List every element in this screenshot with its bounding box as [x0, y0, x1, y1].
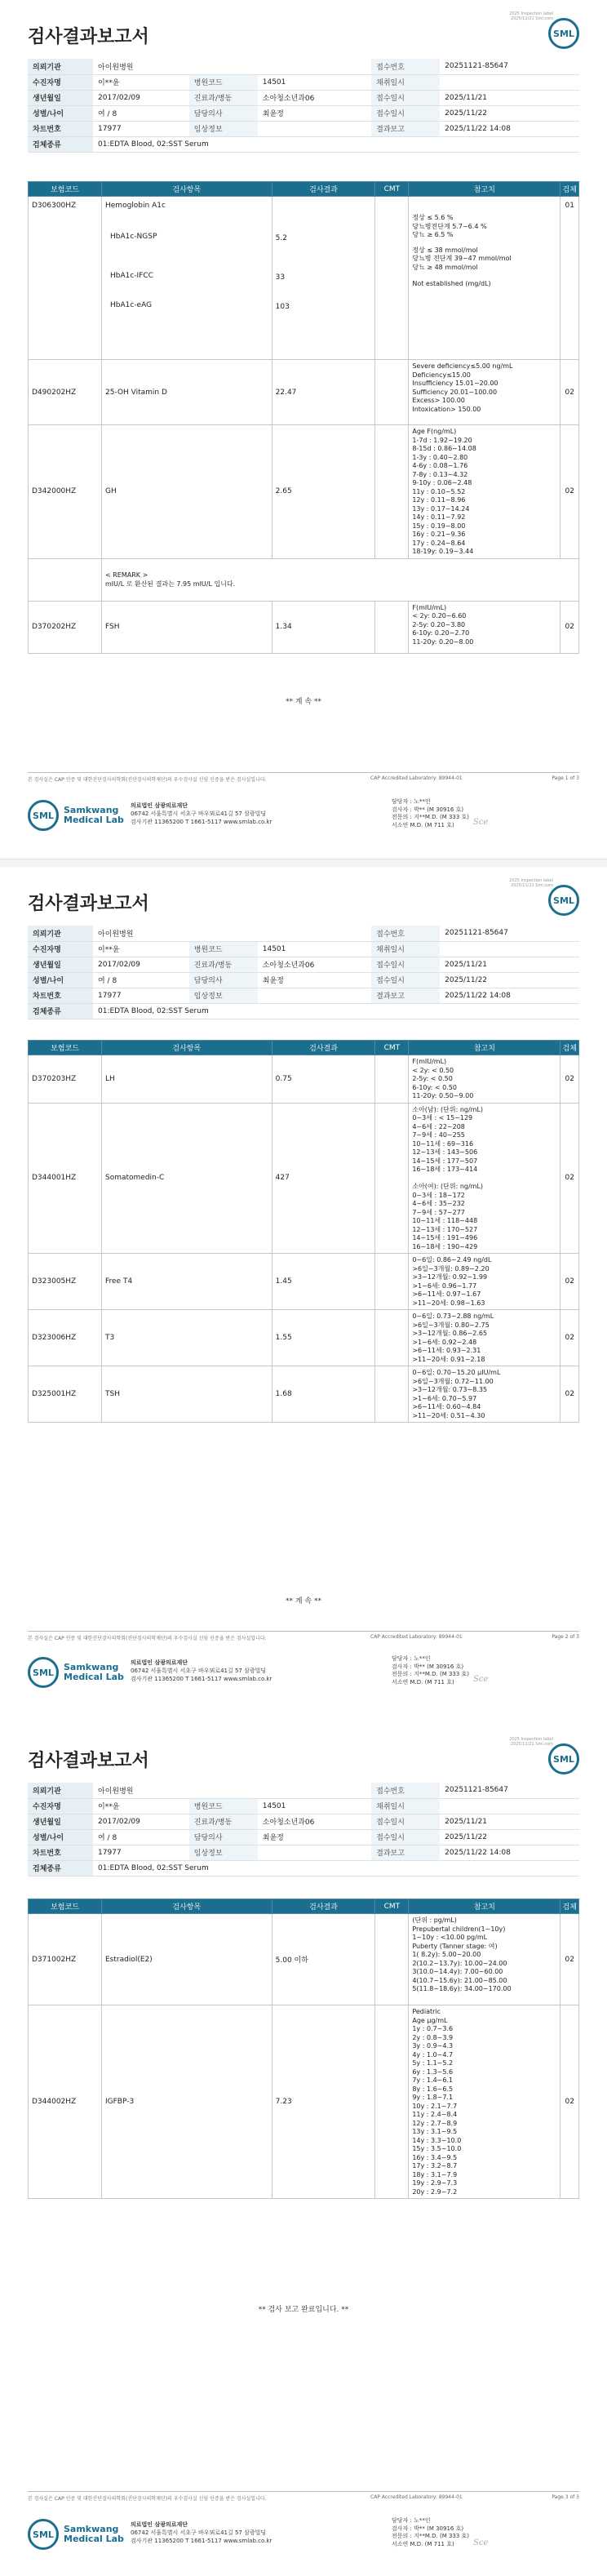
cell-item: T3 [102, 1310, 272, 1366]
company-name-line: Medical Lab [64, 815, 124, 825]
cell-spec: 02 [560, 1254, 579, 1310]
staff-line: 전문의 : 지**M.D. (M 333 호) [392, 1671, 470, 1677]
label-received: 접수번호 [371, 1783, 440, 1798]
company-logo [28, 800, 124, 831]
cell-result: 22.47 [272, 360, 375, 425]
value-dept: 소아청소년과06 [258, 957, 371, 972]
signature: Sce [473, 1675, 489, 1684]
value-received: 20251121-85647 [440, 1783, 579, 1798]
cell-cmt [375, 2005, 409, 2199]
cell-result: 5.00 이하 [272, 1914, 375, 2005]
cell-item: Estradiol(E2) [102, 1914, 272, 2005]
label-received: 접수번호 [371, 926, 440, 941]
result-value: 5.2 [275, 234, 287, 242]
staff-line: 전문의 : 지**M.D. (M 333 호) [392, 814, 470, 820]
cell-item [102, 197, 272, 360]
lab-address: 06742 서울특별시 서초구 바우뫼로41길 57 삼광빌딩 [131, 1668, 267, 1674]
cell-result: 7.23 [272, 2005, 375, 2199]
report-page-3 [0, 1717, 607, 2576]
label-doctor: 담당의사 [189, 105, 258, 121]
report-title: 검사결과보고서 [28, 27, 149, 47]
label-sex-age: 성별/나이 [28, 972, 93, 988]
cell-item: Somatomedin-C [102, 1103, 272, 1254]
logo-caption-line: 2025/11/21 Sml.com [510, 16, 553, 21]
value-specimen: 01:EDTA Blood, 02:SST Serum [93, 1860, 579, 1876]
staff-list [392, 1655, 469, 1686]
lab-contact: 검사기관 11365200 T 1661-5117 www.smlab.co.kr [131, 1676, 272, 1682]
cell-item: GH [102, 425, 272, 559]
signature: Sce [473, 818, 489, 827]
value-clinical [258, 121, 371, 136]
label-report-date: 결과보고 [371, 121, 440, 136]
report-title: 검사결과보고서 [28, 1751, 149, 1771]
final-mark: ** 검사 보고 완료입니다. ** [258, 2306, 349, 2314]
cell-item: 25-OH Vitamin D [102, 360, 272, 425]
staff-list [392, 2517, 469, 2548]
value-hospital-code: 14501 [258, 1798, 371, 1814]
col-cmt: CMT [375, 1899, 409, 1914]
page-number: Page 1 of 3 [552, 775, 579, 781]
label-received: 접수번호 [371, 59, 440, 74]
page-number: Page 2 of 3 [552, 1634, 579, 1640]
table-row [29, 1254, 579, 1310]
value-hospital: 아이원병원 [93, 926, 371, 941]
sub-item: HbA1c-IFCC [110, 272, 153, 280]
value-collected [440, 1798, 579, 1814]
results-table [28, 181, 579, 654]
label-hospital-code: 병원코드 [189, 74, 258, 90]
cell-ref: 0~6일: 0.73~2.88 ng/mL >6일~3개월: 0.80~2.75 >3~12개월: 0.86~2.65 >1~6세: 0.92~2.48 >6~11세: 0.93~2.31 >11~20세: 0.91~2.18 [409, 1310, 560, 1366]
lab-info [131, 2520, 272, 2545]
cell-spec: 02 [560, 2005, 579, 2199]
cell-code [29, 558, 102, 601]
lab-contact: 검사기관 11365200 T 1661-5117 www.smlab.co.kr [131, 2538, 272, 2544]
table-row [29, 197, 579, 360]
company-name-line: Medical Lab [64, 2534, 124, 2544]
sml-logo-icon: SML [548, 18, 579, 49]
cell-spec: 02 [560, 1366, 579, 1423]
patient-info-table [28, 926, 579, 1019]
value-receipt-date-2: 2025/11/22 [440, 1829, 579, 1845]
label-hospital-code: 병원코드 [189, 1798, 258, 1814]
cell-code: D370203HZ [29, 1055, 102, 1104]
col-cmt: CMT [375, 1041, 409, 1055]
cell-result: 1.68 [272, 1366, 375, 1423]
ref-spacer [412, 199, 556, 214]
value-hospital: 아이원병원 [93, 59, 371, 74]
value-collector: 이**윤 [93, 941, 189, 957]
label-chart: 차트번호 [28, 121, 93, 136]
value-clinical [258, 988, 371, 1003]
table-row [29, 1366, 579, 1423]
cell-result: 1.45 [272, 1254, 375, 1310]
value-receipt-date: 2025/11/21 [440, 1814, 579, 1829]
col-ref: 참고치 [409, 1041, 560, 1055]
cell-spec: 02 [560, 360, 579, 425]
label-dept: 진료과/병동 [189, 1814, 258, 1829]
result-value: 33 [275, 273, 286, 282]
label-collector: 수진자명 [28, 1798, 93, 1814]
cell-ref: F(mIU/mL) < 2y: < 0.50 2-5y: < 0.50 6-10y: < 0.50 11-20y: 0.50~9.00 [409, 1055, 560, 1104]
cell-ref [409, 197, 560, 360]
label-hospital-code: 병원코드 [189, 941, 258, 957]
col-spec: 검체 [560, 1041, 579, 1055]
label-clinical: 임상정보 [189, 988, 258, 1003]
cap-text: CAP Accredited Laboratory: 89944-01 [370, 775, 463, 781]
label-doctor: 담당의사 [189, 972, 258, 988]
logo-caption [509, 11, 553, 21]
footer-divider [28, 772, 579, 773]
report-page-1 [0, 0, 607, 859]
col-item: 검사항목 [102, 1041, 272, 1055]
cell-spec: 02 [560, 1914, 579, 2005]
staff-line: 서소연 M.D. (M 711 호) [392, 821, 454, 828]
page-number: Page 3 of 3 [552, 2494, 579, 2500]
value-dept: 소아청소년과06 [258, 90, 371, 105]
footnote-text: 본 검사실은 CAP 인증 및 대한진단검사의학회(진단검사의학재단)의 우수검사실 신임 인증을 받은 검사실입니다. [28, 777, 267, 783]
cell-cmt [375, 197, 409, 360]
cell-result: 1.55 [272, 1310, 375, 1366]
label-receipt-date: 접수일시 [371, 90, 440, 105]
cell-spec: 01 [560, 197, 579, 360]
cell-spec: 02 [560, 1310, 579, 1366]
staff-line: 검사자 : 박** (M 30916 호) [392, 2525, 464, 2532]
value-hospital-code: 14501 [258, 941, 371, 957]
cell-code: D370202HZ [29, 601, 102, 653]
continue-mark: ** 계 속 ** [286, 1597, 321, 1606]
sml-logo-icon: SML [28, 2519, 59, 2550]
value-report-date: 2025/11/22 14:08 [440, 121, 579, 136]
label-dept: 진료과/병동 [189, 957, 258, 972]
value-sex-age: 여 / 8 [93, 972, 189, 988]
cell-ref: F(mIU/mL) < 2y: 0.20~6.60 2-5y: 0.20~3.80 6-10y: 0.20~2.70 11-20y: 0.20~8.00 [409, 601, 560, 653]
cap-text: CAP Accredited Laboratory: 89944-01 [370, 1634, 463, 1640]
cell-spec: 02 [560, 425, 579, 559]
report-title: 검사결과보고서 [28, 894, 149, 914]
label-hospital: 의뢰기관 [28, 1783, 93, 1798]
lab-address: 06742 서울특별시 서초구 바우뫼로41길 57 삼광빌딩 [131, 2529, 267, 2536]
label-clinical: 임상정보 [189, 121, 258, 136]
cell-code: D323006HZ [29, 1310, 102, 1366]
col-result: 검사결과 [272, 1899, 375, 1914]
col-item: 검사항목 [102, 182, 272, 197]
label-report-date: 결과보고 [371, 1845, 440, 1860]
table-row [29, 1103, 579, 1254]
sml-logo-icon: SML [548, 885, 579, 916]
value-received: 20251121-85647 [440, 59, 579, 74]
value-chart: 17977 [93, 1845, 189, 1860]
staff-list [392, 798, 469, 829]
label-dept: 진료과/병동 [189, 90, 258, 105]
footnote [28, 775, 579, 783]
label-specimen: 검체종류 [28, 1003, 93, 1019]
cell-ref: 0~6일: 0.70~15.20 µIU/mL >6일~3개월: 0.72~11.00 >3~12개월: 0.73~8.35 >1~6세: 0.70~5.97 >6~11세: 0.60~4.84 >11~20세: 0.51~4.30 [409, 1366, 560, 1423]
company-name [64, 806, 124, 825]
logo-caption-line: 2025 Inspection label [509, 878, 553, 883]
label-birth: 생년월일 [28, 1814, 93, 1829]
cell-code: D323005HZ [29, 1254, 102, 1310]
table-row [29, 1914, 579, 2005]
sub-item: HbA1c-eAG [110, 301, 153, 309]
remark: < REMARK > mIU/L 로 환산된 결과는 7.95 mIU/L 입니다. [102, 558, 579, 601]
value-chart: 17977 [93, 121, 189, 136]
lab-name: 의료법인 삼광의료재단 [131, 802, 188, 809]
cell-cmt [375, 1055, 409, 1104]
company-name-line: Samkwang [64, 2524, 119, 2534]
company-logo [28, 2519, 124, 2550]
cell-code: D325001HZ [29, 1366, 102, 1423]
patient-info-table [28, 59, 579, 153]
label-sex-age: 성별/나이 [28, 1829, 93, 1845]
cell-ref: Pediatric Age µg/mL 1y : 0.7~3.6 2y : 0.8~3.9 3y : 0.9~4.3 4y : 1.0~4.7 5y : 1.1~5.2 6y : 1.3~5.6 7y : 1.4~6.1 8y : 1.6~6.5 9y : 1.8~7.1 10y : 2.1~7.7 11y : 2.4~8.4 12y : 2.7~8.9 13y : 3.1~9.5 14y : 3.3~10.0 15y : 3.5~10.0 16y : 3.4~9.5 17y : 3.2~8.7 18y : 3.1~7.9 19y : 2.9~7.3 20y : 2.9~7.2 [409, 2005, 560, 2199]
cell-ref: 소아(남): (단위: ng/mL) 0~3세 : < 15~129 4~6세 : 22~208 7~9세 : 40~255 10~11세 : 69~316 12~13세 : 143~506 14~15세 : 177~507 16~18세 : 173~414 소아(여): (단위: ng/mL) 0~3세 : 18~172 4~6세 : 35~232 7~9세 : 57~277 10~11세 : 118~448 12~13세 : 170~527 14~15세 : 191~496 16~18세 : 190~429 [409, 1103, 560, 1254]
col-result: 검사결과 [272, 1041, 375, 1055]
label-collected: 채취일시 [371, 1798, 440, 1814]
value-report-date: 2025/11/22 14:08 [440, 1845, 579, 1860]
cell-code: D490202HZ [29, 360, 102, 425]
cap-text: CAP Accredited Laboratory: 89944-01 [370, 2494, 463, 2500]
item-name: Hemoglobin A1c [105, 202, 166, 210]
col-ref: 참고치 [409, 1899, 560, 1914]
cell-spec: 02 [560, 1103, 579, 1254]
value-receipt-date-2: 2025/11/22 [440, 105, 579, 121]
label-clinical: 임상정보 [189, 1845, 258, 1860]
staff-line: 서소연 M.D. (M 711 호) [392, 2540, 454, 2547]
label-receipt-date: 접수일시 [371, 972, 440, 988]
col-spec: 검체 [560, 1899, 579, 1914]
cell-result: 2.65 [272, 425, 375, 559]
cell-cmt [375, 1103, 409, 1254]
label-sex-age: 성별/나이 [28, 105, 93, 121]
sml-logo-icon: SML [548, 1743, 579, 1774]
result-value: 103 [275, 303, 290, 311]
logo-caption [509, 878, 553, 888]
value-collector: 이**윤 [93, 74, 189, 90]
value-receipt-date: 2025/11/21 [440, 90, 579, 105]
label-birth: 생년월일 [28, 957, 93, 972]
ref-text: Not established (mg/dL) [412, 280, 491, 287]
label-report-date: 결과보고 [371, 988, 440, 1003]
value-sex-age: 여 / 8 [93, 1829, 189, 1845]
cell-item: Free T4 [102, 1254, 272, 1310]
label-chart: 차트번호 [28, 1845, 93, 1860]
value-collected [440, 941, 579, 957]
col-item: 검사항목 [102, 1899, 272, 1914]
label-receipt-date: 접수일시 [371, 957, 440, 972]
cell-result: 0.75 [272, 1055, 375, 1104]
cell-code: D371002HZ [29, 1914, 102, 2005]
company-name [64, 1663, 124, 1682]
value-birth: 2017/02/09 [93, 957, 189, 972]
cell-code: D342000HZ [29, 425, 102, 559]
value-report-date: 2025/11/22 14:08 [440, 988, 579, 1003]
lab-name: 의료법인 삼광의료재단 [131, 2521, 188, 2528]
patient-info-table [28, 1783, 579, 1876]
signature: Sce [473, 2538, 489, 2547]
value-doctor: 최윤정 [258, 105, 371, 121]
label-birth: 생년월일 [28, 90, 93, 105]
cell-cmt [375, 1310, 409, 1366]
value-hospital: 아이원병원 [93, 1783, 371, 1798]
value-sex-age: 여 / 8 [93, 105, 189, 121]
value-hospital-code: 14501 [258, 74, 371, 90]
label-hospital: 의뢰기관 [28, 59, 93, 74]
cell-code: D344001HZ [29, 1103, 102, 1254]
label-specimen: 검체종류 [28, 136, 93, 152]
cell-item: TSH [102, 1366, 272, 1423]
value-receipt-date: 2025/11/21 [440, 957, 579, 972]
sml-logo-icon: SML [28, 1657, 59, 1688]
table-row [29, 601, 579, 653]
cell-code: D344002HZ [29, 2005, 102, 2199]
label-hospital: 의뢰기관 [28, 926, 93, 941]
footnote [28, 1634, 579, 1641]
lab-name: 의료법인 삼광의료재단 [131, 1659, 188, 1666]
table-row [29, 1055, 579, 1104]
company-name-line: Medical Lab [64, 1672, 124, 1682]
cell-item: IGFBP-3 [102, 2005, 272, 2199]
footnote-text: 본 검사실은 CAP 인증 및 대한진단검사의학회(진단검사의학재단)의 우수검사실 신임 인증을 받은 검사실입니다. [28, 1636, 267, 1641]
value-collector: 이**윤 [93, 1798, 189, 1814]
table-row [29, 360, 579, 425]
staff-line: 검사자 : 박** (M 30916 호) [392, 806, 464, 813]
cell-item: FSH [102, 601, 272, 653]
cell-cmt [375, 1914, 409, 2005]
staff-line: 담당자 : 노**인 [392, 1655, 431, 1662]
label-chart: 차트번호 [28, 988, 93, 1003]
label-receipt-date: 접수일시 [371, 105, 440, 121]
results-table [28, 1040, 579, 1423]
value-collected [440, 74, 579, 90]
cell-ref: (단위 : pg/mL) Prepubertal children(1~10y) 1~10y : <10.00 pg/mL Puberty (Tanner stage: 여) 1( 8.2y): 5.00~20.00 2(10.2~13.7y): 10.00~24.00 3(10.0~14.4y): 7.00~60.00 4(10.7~15.6y): 21.00~85.00 5(11.8~18.6y): 34.00~170.00 [409, 1914, 560, 2005]
table-row [29, 1310, 579, 1366]
table-row [29, 558, 579, 601]
col-code: 보험코드 [29, 1041, 102, 1055]
cell-result: 427 [272, 1103, 375, 1254]
logo-caption [509, 1737, 553, 1747]
value-received: 20251121-85647 [440, 926, 579, 941]
col-result: 검사결과 [272, 182, 375, 197]
report-page-2 [0, 867, 607, 1725]
company-name [64, 2525, 124, 2544]
continue-mark: ** 계 속 ** [286, 698, 321, 706]
label-receipt-date: 접수일시 [371, 1814, 440, 1829]
logo-caption-line: 2025 Inspection label [509, 1737, 553, 1742]
label-collected: 채취일시 [371, 941, 440, 957]
value-birth: 2017/02/09 [93, 90, 189, 105]
col-ref: 참고치 [409, 182, 560, 197]
label-specimen: 검체종류 [28, 1860, 93, 1876]
cell-cmt [375, 601, 409, 653]
cell-ref: Severe deficiency≤5.00 ng/mL Deficiency≤15.00 Insufficiency 15.01~20.00 Sufficiency 20.01~100.00 Excess> 100.00 Intoxication> 150.00 [409, 360, 560, 425]
cell-cmt [375, 1254, 409, 1310]
staff-line: 담당자 : 노**인 [392, 2517, 431, 2524]
footer-divider [28, 1631, 579, 1632]
value-specimen: 01:EDTA Blood, 02:SST Serum [93, 136, 579, 152]
cell-cmt [375, 360, 409, 425]
lab-info [131, 802, 272, 826]
value-receipt-date-2: 2025/11/22 [440, 972, 579, 988]
footnote [28, 2494, 579, 2502]
col-spec: 검체 [560, 182, 579, 197]
footnote-text: 본 검사실은 CAP 인증 및 대한진단검사의학회(진단검사의학재단)의 우수검사실 신임 인증을 받은 검사실입니다. [28, 2496, 267, 2502]
value-specimen: 01:EDTA Blood, 02:SST Serum [93, 1003, 579, 1019]
results-table [28, 1899, 579, 2199]
col-cmt: CMT [375, 182, 409, 197]
cell-ref: Age F(ng/mL) 1-7d : 1.92~19.20 8-15d : 0.86~14.08 1-3y : 0.40~2.80 4-6y : 0.08~1.76 7-8y : 0.13~4.32 9-10y : 0.06~2.48 11y : 0.10~5.52 12y : 0.11~8.96 13y : 0.17~14.24 14y : 0.11~7.92 15y : 0.19~8.00 16y : 0.21~9.36 17y : 0.24~8.64 18-19y: 0.19~3.44 [409, 425, 560, 559]
company-name-line: Samkwang [64, 805, 119, 815]
col-code: 보험코드 [29, 1899, 102, 1914]
lab-address: 06742 서울특별시 서초구 바우뫼로41길 57 삼광빌딩 [131, 811, 267, 817]
staff-line: 담당자 : 노**인 [392, 798, 431, 805]
value-doctor: 최윤정 [258, 1829, 371, 1845]
label-collected: 채취일시 [371, 74, 440, 90]
value-clinical [258, 1845, 371, 1860]
logo-caption-line: 2025/11/21 Sml.com [510, 1742, 553, 1747]
staff-line: 서소연 M.D. (M 711 호) [392, 1678, 454, 1686]
company-name-line: Samkwang [64, 1662, 119, 1672]
ref-text: 정상 ≤ 5.6 % 당뇨병전단계 5.7~6.4 % 당뇨 ≥ 6.5 % [412, 214, 487, 238]
cell-result: 1.34 [272, 601, 375, 653]
value-dept: 소아청소년과06 [258, 1814, 371, 1829]
staff-line: 검사자 : 박** (M 30916 호) [392, 1663, 464, 1670]
logo-caption-line: 2025 Inspection label [509, 11, 553, 16]
lab-info [131, 1659, 272, 1683]
cell-code: D306300HZ [29, 197, 102, 360]
cell-spec: 02 [560, 601, 579, 653]
sml-logo-icon: SML [28, 800, 59, 831]
cell-cmt [375, 425, 409, 559]
staff-line: 전문의 : 지**M.D. (M 333 호) [392, 2533, 470, 2539]
logo-caption-line: 2025/11/21 Sml.com [510, 883, 553, 888]
cell-item: LH [102, 1055, 272, 1104]
company-logo [28, 1657, 124, 1688]
label-collector: 수진자명 [28, 941, 93, 957]
cell-ref: 0~6일: 0.86~2.49 ng/dL >6일~3개월: 0.89~2.20 >3~12개월: 0.92~1.99 >1~6세: 0.96~1.77 >6~11세: 0.97~1.67 >11~20세: 0.98~1.63 [409, 1254, 560, 1310]
value-chart: 17977 [93, 988, 189, 1003]
value-birth: 2017/02/09 [93, 1814, 189, 1829]
value-doctor: 최윤정 [258, 972, 371, 988]
footer-divider [28, 2491, 579, 2492]
label-receipt-date: 접수일시 [371, 1829, 440, 1845]
cell-cmt [375, 1366, 409, 1423]
lab-contact: 검사기관 11365200 T 1661-5117 www.smlab.co.kr [131, 819, 272, 825]
sub-item: HbA1c-NGSP [110, 233, 157, 241]
result-spacer [276, 202, 372, 211]
ref-text: 정상 ≤ 38 mmol/mol 당뇨병 전단계 39~47 mmol/mol 당뇨 ≥ 48 mmol/mol [412, 246, 512, 271]
table-row [29, 425, 579, 559]
table-row [29, 2005, 579, 2199]
col-code: 보험코드 [29, 182, 102, 197]
cell-result [272, 197, 375, 360]
cell-spec: 02 [560, 1055, 579, 1104]
label-doctor: 담당의사 [189, 1829, 258, 1845]
label-collector: 수진자명 [28, 74, 93, 90]
